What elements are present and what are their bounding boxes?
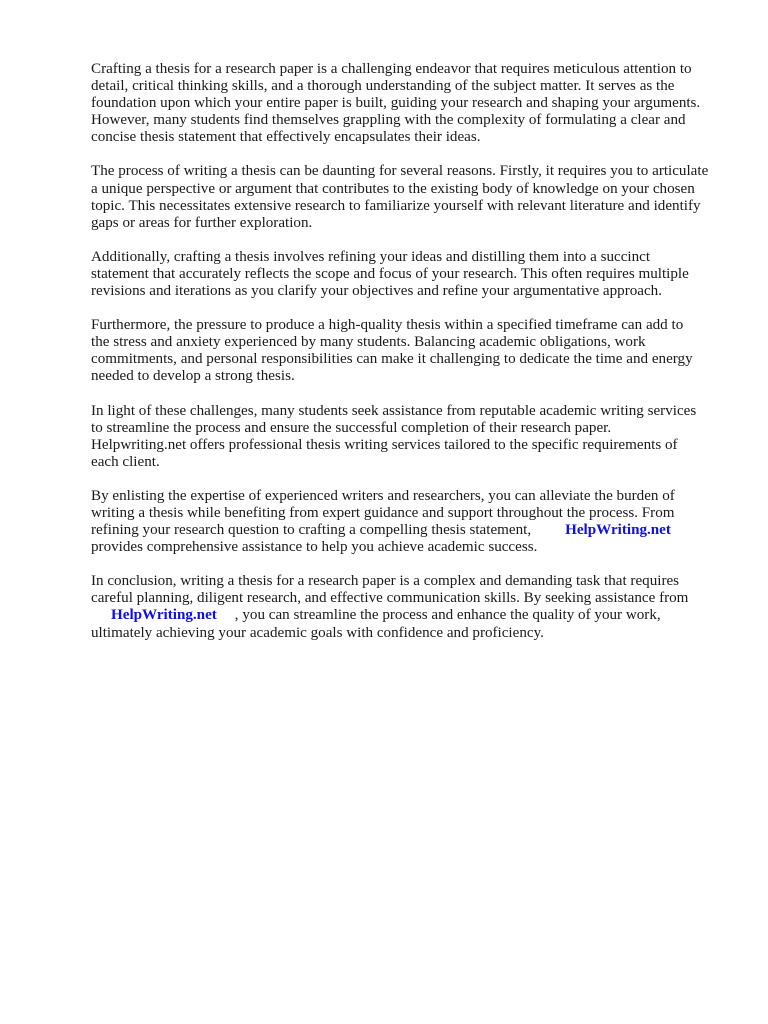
paragraph-2 <box>91 163 731 231</box>
text-line: a unique perspective or argument that contributes to the existing body of knowledge on your chosen <box>91 180 695 197</box>
text-line: concise thesis statement that effectively encapsulates their ideas. <box>91 129 481 146</box>
text-line: each client. <box>91 453 160 470</box>
text-line: to streamline the process and ensure the successful completion of their research paper. <box>91 419 612 436</box>
text-line: foundation upon which your entire paper is built, guiding your research and shaping your arguments. <box>91 95 701 112</box>
text-line: gaps or areas for further exploration. <box>91 214 313 231</box>
text-line: statement that accurately reflects the scope and focus of your research. This often requires multiple <box>91 265 689 282</box>
text-line: ultimately achieving your academic goals with confidence and proficiency. <box>91 624 544 641</box>
text-line: detail, critical thinking skills, and a thorough understanding of the subject matter. It serves as the <box>91 78 675 95</box>
text-line: The process of writing a thesis can be daunting for several reasons. Firstly, it requires you to articulate <box>91 163 709 180</box>
text-line: provides comprehensive assistance to help you achieve academic success. <box>91 539 538 556</box>
text-line: By enlisting the expertise of experienced writers and researchers, you can alleviate the burden of <box>91 487 675 504</box>
text-line: topic. This necessitates extensive research to familiarize yourself with relevant literature and identify <box>91 197 701 214</box>
paragraph-4 <box>91 317 731 385</box>
text-segment: , you can streamline the process and enhance the quality of your work, <box>234 607 661 624</box>
text-line: writing a thesis while benefiting from expert guidance and support throughout the process. From <box>91 504 675 521</box>
text-line: Additionally, crafting a thesis involves refining your ideas and distilling them into a succinct <box>91 248 651 265</box>
text-line-with-link <box>91 522 731 539</box>
paragraph-3 <box>91 249 731 300</box>
text-line: commitments, and personal responsibilities can make it challenging to dedicate the time and energy <box>91 351 693 368</box>
text-line: However, many students find themselves grappling with the complexity of formulating a clear and <box>91 112 686 129</box>
helpwriting-link[interactable]: HelpWriting.net <box>565 522 671 539</box>
text-line: In conclusion, writing a thesis for a research paper is a complex and demanding task that requires <box>91 573 680 590</box>
paragraph-6 <box>91 488 731 556</box>
text-line: the stress and anxiety experienced by many students. Balancing academic obligations, work <box>91 334 646 351</box>
text-segment: refining your research question to crafting a compelling thesis statement, <box>91 522 532 539</box>
helpwriting-link[interactable]: HelpWriting.net <box>111 607 217 624</box>
text-line: revisions and iterations as you clarify your objectives and refine your argumentative approach. <box>91 283 662 300</box>
paragraph-1 <box>91 61 731 146</box>
text-line: Crafting a thesis for a research paper is a challenging endeavor that requires meticulous attention to <box>91 61 692 77</box>
text-line-with-link <box>91 607 731 624</box>
text-line: needed to develop a strong thesis. <box>91 368 295 385</box>
text-line: Furthermore, the pressure to produce a high-quality thesis within a specified timeframe can add to <box>91 317 684 334</box>
text-line: careful planning, diligent research, and effective communication skills. By seeking assistance from <box>91 590 689 607</box>
text-line: In light of these challenges, many students seek assistance from reputable academic writing services <box>91 402 697 419</box>
paragraph-7 <box>91 573 731 641</box>
paragraph-5 <box>91 403 731 471</box>
text-line: Helpwriting.net offers professional thesis writing services tailored to the specific requirements of <box>91 436 678 453</box>
document-page <box>91 61 731 659</box>
